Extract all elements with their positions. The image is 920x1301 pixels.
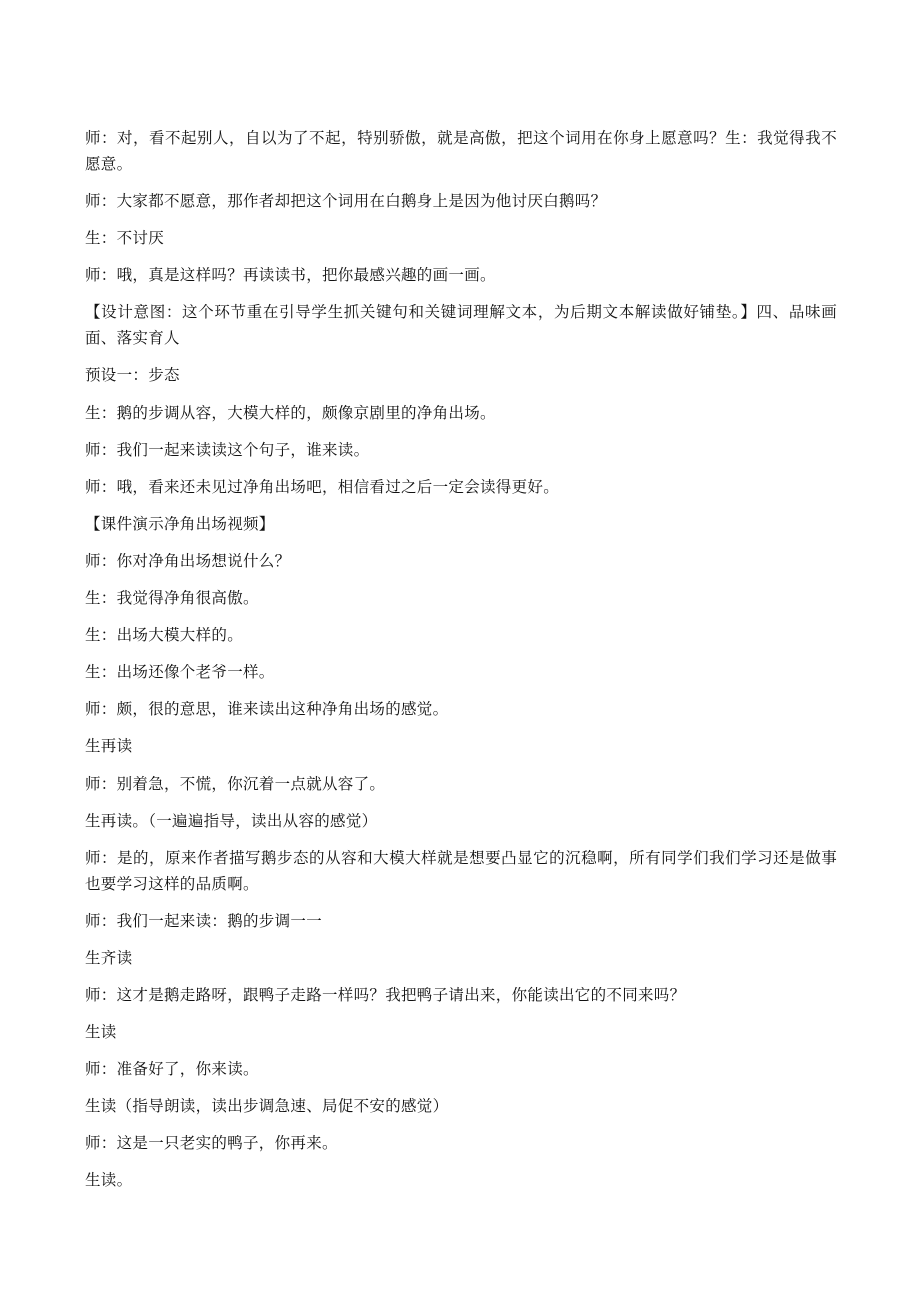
paragraph: 师：我们一起来读读这个句子，谁来读。 — [85, 440, 370, 459]
paragraph: 生：鹅的步调从容，大模大样的，颇像京剧里的净角出场。 — [85, 403, 496, 422]
paragraph: 师：大家都不愿意，那作者却把这个词用在白鹅身上是因为他讨厌白鹅吗？ — [85, 192, 607, 211]
paragraph: 师：别着急，不慌，你沉着一点就从容了。 — [85, 774, 386, 793]
paragraph: 生再读。（一遍遍指导，读出从容的感觉） — [85, 811, 378, 830]
paragraph: 生读。 — [85, 1171, 133, 1190]
paragraph: 师：是的，原来作者描写鹅步态的从容和大模大样就是想要凸显它的沉稳啊，所有同学们我们学习还是做事也要学习这样的品质啊。 — [85, 848, 837, 893]
design-intent-paragraph: 【设计意图：这个环节重在引导学生抓关键句和关键词理解文本，为后期文本解读做好铺垫。】四、品味画面、落实育人 — [85, 303, 837, 348]
paragraph: 生齐读 — [85, 948, 133, 967]
paragraph: 生再读 — [85, 737, 133, 756]
paragraph: 生：出场大模大样的。 — [85, 626, 244, 645]
paragraph: 生读 — [85, 1023, 117, 1042]
paragraph: 预设一：步态 — [85, 366, 180, 385]
paragraph: 师：我们一起来读：鹅的步调一一 — [85, 911, 323, 930]
paragraph: 师：对，看不起别人，自以为了不起，特别骄傲，就是高傲，把这个词用在你身上愿意吗？生：我觉得我不愿意。 — [85, 129, 837, 173]
paragraph: 师：颇，很的意思，谁来读出这种净角出场的感觉。 — [85, 700, 449, 719]
paragraph: 师：你对净角出场想说什么？ — [85, 551, 291, 570]
paragraph: 师：准备好了，你来读。 — [85, 1060, 259, 1079]
paragraph: 师：这是一只老实的鸭子，你再来。 — [85, 1134, 338, 1153]
paragraph: 【课件演示净角出场视频】 — [85, 514, 275, 533]
paragraph: 生读（指导朗读，读出步调急速、局促不安的感觉） — [85, 1097, 449, 1116]
paragraph: 生：出场还像个老爷一样。 — [85, 663, 275, 682]
paragraph: 生：我觉得净角很高傲。 — [85, 589, 259, 608]
paragraph: 师：哦，看来还未见过净角出场吧，相信看过之后一定会读得更好。 — [85, 477, 560, 496]
document-body — [85, 125, 837, 1205]
paragraph: 生：不讨厌 — [85, 229, 165, 248]
paragraph: 师：这才是鹅走路呀，跟鸭子走路一样吗？我把鸭子请出来，你能读出它的不同来吗？ — [85, 985, 686, 1004]
paragraph: 师：哦，真是这样吗？再读读书，把你最感兴趣的画一画。 — [85, 266, 496, 285]
